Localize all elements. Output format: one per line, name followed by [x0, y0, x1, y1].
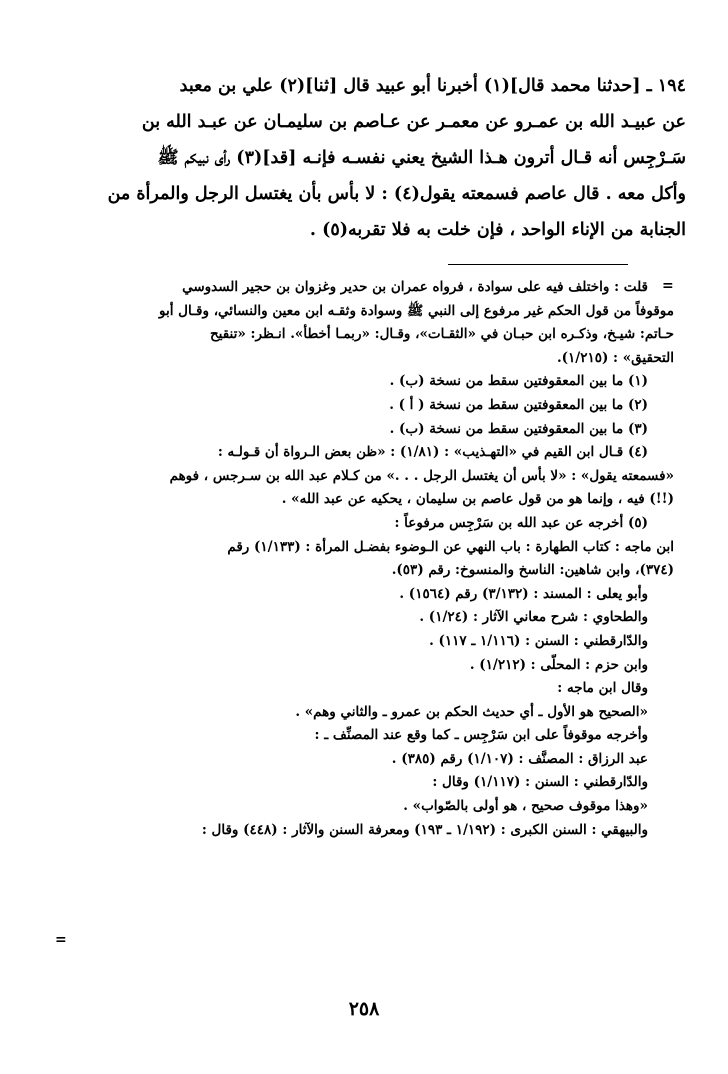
- footnote-line: (!!) فيه ، وإنما هو من قول عاصم بن سليمان ، يحكيه عن عبد الله» .: [281, 491, 674, 508]
- main-text-block: [48, 68, 686, 248]
- footnote-line: عبد الرزاق : المصنَّف : (١/١٠٧) رقم (٣٨٥) .: [391, 750, 648, 767]
- footnote-line: والطحاوي : شرح معاني الآثار : (١/٢٤) .: [419, 609, 648, 626]
- footnote-separator: [448, 264, 628, 265]
- page-number: ٢٥٨: [348, 998, 380, 1020]
- footnote-line: (٢) ما بين المعقوفتين سقط من نسخة ( أ ) .: [389, 396, 648, 413]
- footnotes-block: [60, 276, 674, 842]
- footnote-line: (٣٧٤)، وابن شاهين: الناسخ والمنسوخ: رقم (٥٣).: [391, 562, 674, 579]
- footnote-line: التحقيق» : (١/٢١٥).: [556, 349, 674, 366]
- main-line: ١٩٤ ـ [حدثنا محمد قال](١) أخبرنا أبو عبيد قال [ثنا](٢) علي بن معبد: [179, 76, 686, 96]
- footnote-line: «فسمعته يقول» : «لا بأس أن يغتسل الرجل . . .» من كـلام عبد الله بن سـرجس ، فوهم: [169, 467, 674, 484]
- footnote-line: (١) ما بين المعقوفتين سقط من نسخة (ب) .: [389, 373, 648, 390]
- footnote-line: والدّارقطني : السنن : (١/١١٦ ـ ١١٧) .: [429, 632, 648, 649]
- footnote-line: (٥) أخرجه عن عبد الله بن سَرْجِس مرفوعاً :: [394, 514, 648, 531]
- continuation-mark-top: =: [662, 278, 674, 294]
- footnote-line: وقال ابن ماجه :: [557, 680, 648, 697]
- main-line: وأكل معه . قال عاصم فسمعته يقول(٤) : لا بأس بأن يغتسل الرجل والمرأة من: [107, 184, 686, 204]
- footnote-line: موقوفاً من قول الحكم غير مرفوع إلى النبي ﷺ وسوادة وثقـه ابن معين والنسائي، وقـال أبو: [158, 302, 674, 319]
- main-line: عن عبيـد الله بن عمـرو عن معمـر عن عـاصم بن سليمـان عن عبـد الله بن: [141, 112, 686, 132]
- main-line: سَـرْجِس أنه قـال أترون هـذا الشيخ يعني نفسـه فإنـه [قد](٣) رأى نبيكم ﷺ: [157, 148, 686, 168]
- footnote-line: وأبو يعلى : المسند : (٣/١٣٢) رقم (١٥٦٤) .: [399, 585, 648, 602]
- footnote-line: قلت : واختلف فيه على سوادة ، فرواه عمران بن حدير وغزوان بن حجير السدوسي: [182, 279, 648, 295]
- footnote-line: (٣) ما بين المعقوفتين سقط من نسخة (ب) .: [389, 420, 648, 437]
- footnote-line: وأخرجه موقوفاً على ابن سَرْجِس ـ كما وقع عند المصنِّف ـ :: [314, 727, 648, 744]
- footnote-line: حـاتم: شيـخ، وذكـره ابن حبـان في «الثقـات»، وقـال: «ربمـا أخطأ». انـظر: «تنقيح: [209, 326, 674, 343]
- footnote-line: (٤) قـال ابن القيم في «التهـذيب» : (١/٨١) : «ظن بعض الـرواة أن قـولـه :: [217, 444, 648, 461]
- footnote-line: وابن حزم : المحلّى : (١/٢١٢) .: [469, 656, 648, 673]
- footnote-line: «وهذا موقوف صحيح ، هو أولى بالصّواب» .: [403, 798, 648, 815]
- main-line: الجنابة من الإناء الواحد ، فإن خلت به فلا تقربه(٥) .: [309, 220, 686, 240]
- footnote-line: والدّارقطني : السنن : (١/١١٧) وقال :: [432, 774, 648, 791]
- footnote-line: «الصحيح هو الأول ـ أي حديث الحكم بن عمرو ـ والثاني وهم» .: [295, 703, 648, 720]
- continuation-mark-bottom: =: [55, 932, 67, 948]
- footnote-line: ابن ماجه : كتاب الطهارة : باب النهي عن الـوضوء بفضـل المرأة : (١/١٣٣) رقم: [227, 538, 674, 555]
- footnote-line: والبيهقي : السنن الكبرى : (١/١٩٢ ـ ١٩٣) ومعرفة السنن والآثار : (٤٤٨) وقال :: [201, 821, 648, 838]
